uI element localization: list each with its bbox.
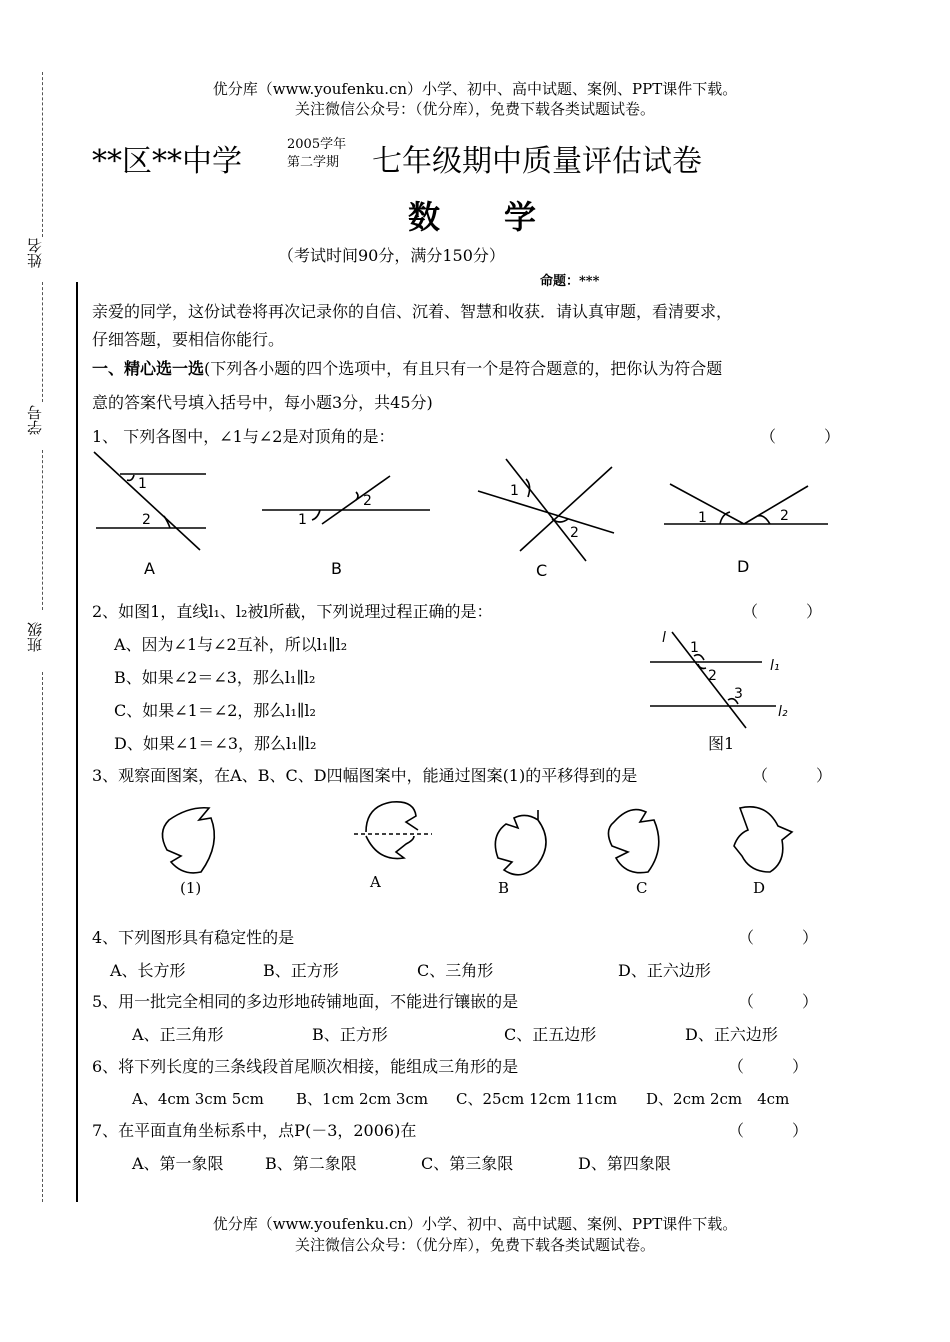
q6-option-c: C、25cm 12cm 11cm	[456, 1090, 618, 1108]
q2-text: 2、如图1，直线l₁、l₂被l所截，下列说理过程正确的是：	[92, 602, 493, 621]
q6-text: 6、将下列长度的三条线段首尾顺次相接，能组成三角形的是	[92, 1057, 519, 1076]
q3-leaf-original	[155, 800, 225, 880]
q3-leaf-d	[726, 800, 806, 880]
q2-option-c: C、如果∠1＝∠2，那么l₁∥l₂	[114, 701, 316, 720]
q5-text: 5、用一批完全相同的多边形地砖铺地面，不能进行镶嵌的是	[92, 992, 519, 1011]
q7-option-c: C、第三象限	[421, 1154, 514, 1173]
q3-leaf-c	[602, 800, 672, 880]
q4-option-a: A、长方形	[110, 961, 186, 980]
subject-title: 数 学	[408, 198, 537, 236]
q6-option-d: D、2cm 2cm 4cm	[646, 1090, 790, 1108]
q2-figure-caption: 图1	[708, 734, 735, 753]
name-label: 姓名	[26, 238, 44, 268]
q4-option-b: B、正方形	[263, 961, 339, 980]
header-line-1: 优分库（www.youfenku.cn）小学、初中、高中试题、案例、PPT课件下载。	[212, 80, 738, 98]
q1-figure-a	[88, 448, 218, 558]
q5-option-c: C、正五边形	[504, 1025, 597, 1044]
q7-option-a: A、第一象限	[132, 1154, 224, 1173]
binding-dashed-line	[42, 282, 43, 402]
q1-figure-d	[660, 478, 840, 538]
q1-label-a: A	[144, 559, 155, 578]
q1-label-b: B	[331, 559, 342, 578]
q5-option-a: A、正三角形	[132, 1025, 224, 1044]
q6-option-b: B、1cm 2cm 3cm	[296, 1090, 429, 1108]
q4-option-c: C、三角形	[417, 961, 494, 980]
q2-fig-angle-1: 1	[690, 640, 699, 656]
footer-line-2: 关注微信公众号：（优分库），免费下载各类试题试卷。	[294, 1236, 655, 1254]
q1b-angle-2: 2	[363, 493, 372, 509]
school-year: 2005学年	[287, 137, 347, 152]
q1-figure-c	[472, 455, 622, 565]
q1a-angle-1: 1	[138, 476, 147, 492]
binding-dashed-line	[42, 450, 43, 610]
header-line-2: 关注微信公众号：（优分库），免费下载各类试题试卷。	[294, 100, 655, 118]
q2-fig-angle-2: 2	[708, 668, 717, 684]
q2-answer-blank[interactable]: （ ）	[742, 602, 823, 621]
q1-text: 1、 下列各图中，∠1与∠2是对顶角的是：	[92, 427, 395, 446]
q3-leaf-b	[488, 806, 558, 886]
q5-option-d: D、正六边形	[685, 1025, 778, 1044]
q2-fig-l1: l₁	[770, 658, 780, 674]
q4-answer-blank[interactable]: （ ）	[738, 928, 819, 947]
q4-text: 4、下列图形具有稳定性的是	[92, 928, 295, 947]
q7-option-d: D、第四象限	[578, 1154, 671, 1173]
q7-text: 7、在平面直角坐标系中，点P(－3，2006)在	[92, 1121, 417, 1140]
student-number-label: 学号	[26, 405, 44, 435]
time-info: （考试时间90分，满分150分）	[278, 246, 505, 265]
q2-figure	[650, 628, 800, 728]
q1-label-d: D	[737, 557, 750, 576]
q1c-angle-2: 2	[570, 525, 579, 541]
q7-option-b: B、第二象限	[265, 1154, 357, 1173]
q3-leaf-a	[348, 796, 438, 866]
q7-answer-blank[interactable]: （ ）	[728, 1121, 809, 1140]
section-desc: (下列各小题的四个选项中，有且只有一个是符合题意的，把你认为符合题	[204, 359, 723, 378]
intro-line-1: 亲爱的同学，这份试卷将再次记录你的自信、沉着、智慧和收获．请认真审题，看清要求，	[92, 302, 733, 321]
q2-fig-l2: l₂	[778, 704, 788, 720]
q3-label-original: (1)	[180, 879, 202, 897]
footer-line-1: 优分库（www.youfenku.cn）小学、初中、高中试题、案例、PPT课件下载。	[212, 1215, 738, 1233]
q1c-angle-1: 1	[510, 483, 519, 499]
q1-figure-b	[260, 460, 440, 540]
q1b-angle-1: 1	[298, 512, 307, 528]
section-title: 一、精心选一选	[92, 359, 205, 378]
q2-fig-l: l	[662, 630, 666, 646]
q1d-angle-1: 1	[698, 510, 707, 526]
intro-line-2: 仔细答题，要相信你能行。	[92, 330, 285, 349]
school-name: **区**中学	[92, 144, 242, 179]
q1-label-c: C	[536, 561, 548, 580]
q2-option-d: D、如果∠1＝∠3，那么l₁∥l₂	[114, 734, 317, 753]
q5-option-b: B、正方形	[312, 1025, 388, 1044]
binding-dashed-line	[42, 672, 43, 1202]
q2-option-a: A、因为∠1与∠2互补，所以l₁∥l₂	[114, 635, 348, 654]
section-heading	[92, 356, 722, 379]
school-term: 第二学期	[287, 155, 340, 170]
q5-answer-blank[interactable]: （ ）	[738, 992, 819, 1011]
q3-label-b: B	[498, 879, 510, 897]
q3-label-c: C	[636, 879, 648, 897]
q1-answer-blank[interactable]: （ ）	[760, 427, 841, 446]
q3-answer-blank[interactable]: （ ）	[752, 766, 833, 785]
author: 命题：***	[540, 274, 600, 289]
margin-rule	[76, 282, 78, 1202]
q1d-angle-2: 2	[780, 508, 789, 524]
q1a-angle-2: 2	[142, 512, 151, 528]
class-label: 班级	[26, 622, 44, 652]
section-desc-2: 意的答案代号填入括号中，每小题3分，共45分)	[92, 393, 433, 412]
q4-option-d: D、正六边形	[618, 961, 711, 980]
q6-option-a: A、4cm 3cm 5cm	[132, 1090, 264, 1108]
exam-title: 七年级期中质量评估试卷	[372, 144, 702, 179]
q6-answer-blank[interactable]: （ ）	[728, 1057, 809, 1076]
q2-option-b: B、如果∠2＝∠3，那么l₁∥l₂	[114, 668, 316, 687]
q3-label-d: D	[753, 879, 766, 897]
q2-fig-angle-3: 3	[734, 686, 743, 702]
q3-text: 3、观察面图案，在A、B、C、D四幅图案中，能通过图案(1)的平移得到的是	[92, 766, 638, 785]
q3-label-a: A	[370, 873, 381, 891]
